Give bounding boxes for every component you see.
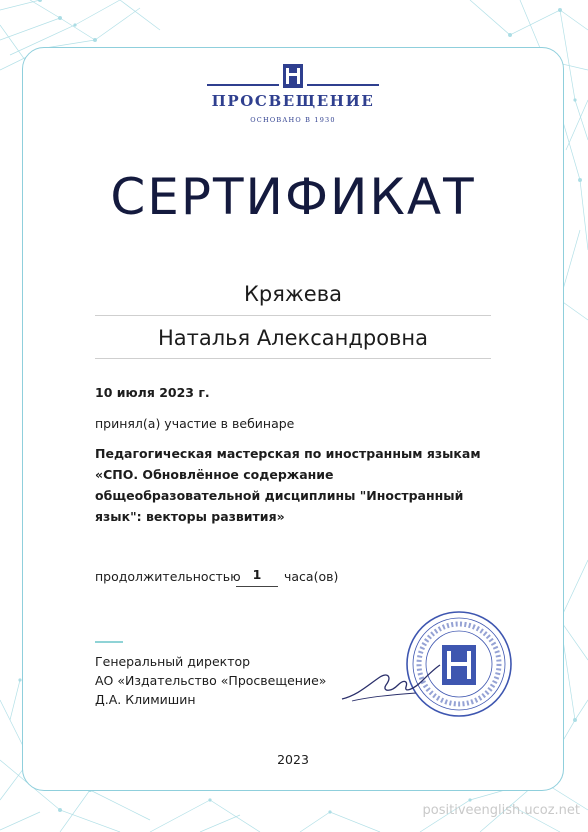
watermark: positiveenglish.ucoz.net xyxy=(422,803,580,818)
signature-icon xyxy=(338,655,442,707)
divider xyxy=(95,315,491,316)
duration-underline xyxy=(236,586,278,587)
webinar-title-line: Педагогическая мастерская по иностранным языкам xyxy=(95,446,481,461)
webinar-title-line: общеобразовательной дисциплины "Иностранный xyxy=(95,488,464,503)
participation-text: принял(а) участие в вебинаре xyxy=(95,416,295,431)
accent-line xyxy=(95,641,123,643)
webinar-title xyxy=(95,443,505,527)
webinar-title-line: «СПО. Обновлённое содержание xyxy=(95,467,334,482)
duration-label: продолжительностью xyxy=(95,569,241,584)
certificate-title: СЕРТИФИКАТ xyxy=(110,168,476,226)
signatory-organization: АО «Издательство «Просвещение» xyxy=(95,673,327,688)
signatory-position: Генеральный директор xyxy=(95,654,251,669)
recipient-given-names: Наталья Александровна xyxy=(157,326,429,350)
publisher-founded: ОСНОВАНО В 1930 xyxy=(250,116,336,124)
divider xyxy=(95,358,491,359)
certificate-date: 10 июля 2023 г. xyxy=(95,385,210,400)
duration-value: 1 xyxy=(252,567,262,582)
signatory-name: Д.А. Климишин xyxy=(95,692,196,707)
certificate-year: 2023 xyxy=(277,752,309,767)
recipient-surname: Кряжева xyxy=(244,282,342,306)
webinar-title-line: язык": векторы развития» xyxy=(95,509,285,524)
duration-unit: часа(ов) xyxy=(284,569,339,584)
prosveshchenie-logo-icon xyxy=(205,62,381,92)
publisher-logo xyxy=(205,62,381,128)
publisher-name: ПРОСВЕЩЕНИЕ xyxy=(211,92,375,110)
